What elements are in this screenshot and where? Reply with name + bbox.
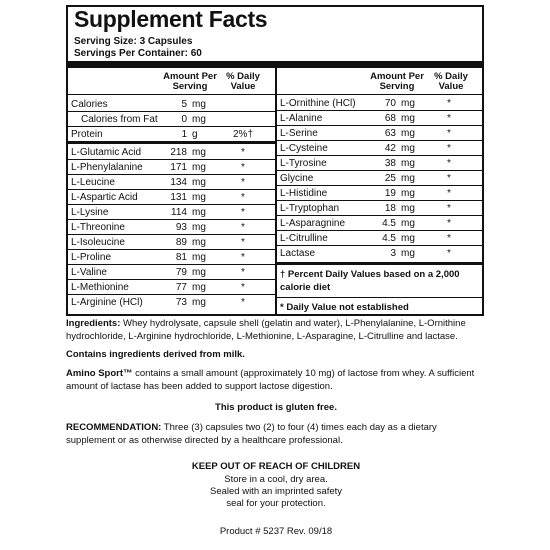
row-rule [68,294,275,295]
nutrient-name: L-Asparagnine [280,218,346,229]
recommendation-text: Three (3) capsules two (2) to four (4) times each day as a dietary supplement or as otherwise directed by a healthcare professional. [66,422,437,446]
nutrient-name: L-Proline [71,252,112,263]
nutrient-unit: mg [401,233,415,244]
nutrient-daily-value: * [241,237,245,248]
nutrient-unit: mg [192,237,206,248]
nutrient-name: L-Glutamic Acid [71,147,142,158]
nutrient-name: L-Valine [71,267,107,278]
amount-header: Amount Per Serving [370,71,424,92]
nutrient-row [277,186,482,201]
nutrient-name: L-Cysteine [280,143,328,154]
nutrient-row [68,220,275,235]
nutrient-amount: 70 [384,98,396,109]
nutrient-amount: 93 [175,222,187,233]
nutrient-row [277,96,482,111]
nutrient-daily-value: * [241,282,245,293]
row-rule [68,234,275,235]
nutrient-row [68,175,275,190]
nutrient-daily-value: * [241,162,245,173]
amino-text: contains a small amount (approximately 10 mg) of lactose from whey. A sufficient amount of lactase has been added to support lactose digestion. [66,368,475,392]
nutrient-daily-value: * [241,192,245,203]
product-number: Product # 5237 Rev. 09/18 [219,526,333,537]
dv-not-established-footnote: * Daily Value not established [280,302,409,313]
storage-line: Store in a cool, dry area. [224,474,328,485]
nutrient-row [68,250,275,265]
thick-divider-rule [68,141,275,144]
nutrient-row [68,205,275,220]
nutrient-row [277,156,482,171]
row-rule [277,185,482,186]
nutrient-name: L-Lysine [71,207,109,218]
nutrient-unit: mg [192,222,206,233]
thick-divider-rule [277,262,482,265]
ingredients-label: Ingredients: [66,318,121,329]
nutrient-amount: 42 [384,143,396,154]
header-rule [68,94,275,95]
row-rule [277,155,482,156]
nutrient-name: L-Isoleucine [71,237,125,248]
nutrient-name: Calories from Fat [81,114,158,125]
row-rule [68,264,275,265]
nutrient-daily-value: * [447,218,451,229]
nutrient-unit: mg [401,173,415,184]
nutrient-row [68,265,275,280]
nutrient-row [277,111,482,126]
row-rule [277,200,482,201]
nutrient-amount: 38 [384,158,396,169]
nutrient-daily-value: * [241,252,245,263]
nutrient-unit: mg [401,143,415,154]
supplement-facts-panel [66,5,484,316]
nutrient-name: Calories [71,99,108,110]
nutrient-unit: mg [401,158,415,169]
nutrient-amount: 4.5 [382,233,396,244]
nutrient-daily-value: * [241,207,245,218]
nutrient-name: L-Arginine (HCl) [71,297,143,308]
nutrient-amount: 171 [170,162,187,173]
nutrient-amount: 18 [384,203,396,214]
nutrient-row [68,160,275,175]
nutrient-unit: mg [192,267,206,278]
daily-value-header: % Daily Value [226,71,260,92]
nutrient-amount: 134 [170,177,187,188]
nutrient-amount: 3 [390,248,396,259]
nutrient-name: L-Citrulline [280,233,328,244]
nutrient-name: L-Threonine [71,222,125,233]
nutrient-amount: 73 [175,297,187,308]
nutrient-row [68,235,275,250]
nutrient-daily-value: * [241,147,245,158]
nutrient-amount: 114 [171,207,187,218]
nutrient-unit: mg [401,113,415,124]
nutrient-amount: 19 [384,188,396,199]
nutrient-name: L-Phenylalanine [71,162,143,173]
percent-dv-footnote: † Percent Daily Values based on a 2,000 calorie diet [280,269,460,293]
nutrient-name: L-Leucine [71,177,115,188]
nutrient-row [68,145,275,160]
daily-value-header: % Daily Value [434,71,468,92]
nutrient-unit: mg [192,114,206,125]
nutrient-unit: mg [192,192,206,203]
nutrient-amount: 25 [384,173,396,184]
nutrient-daily-value: * [447,113,451,124]
row-rule [68,126,275,127]
nutrient-unit: mg [401,203,415,214]
nutrient-unit: mg [192,99,206,110]
nutrient-row [68,280,275,295]
row-rule [277,125,482,126]
panel-title: Supplement Facts [74,6,268,32]
recommendation-label: RECOMMENDATION: [66,422,162,433]
storage-line: Sealed with an imprinted safety [209,486,343,497]
nutrient-daily-value: * [241,177,245,188]
nutrient-name: L-Ornithine (HCl) [280,98,356,109]
nutrient-amount: 4.5 [382,218,396,229]
ingredients-text: Whey hydrolysate, capsule shell (gelatin and water), L-Phenylalanine, L-Ornithine hydrochloride, L-Arginine hydrochloride, L-Methionine, L-Asparagine, L-Citrulline and lactase. [66,318,466,342]
row-rule [68,249,275,250]
nutrient-daily-value: * [447,233,451,244]
nutrient-daily-value: * [447,158,451,169]
nutrient-amount: 5 [181,99,187,110]
nutrient-row [277,201,482,216]
gluten-statement: This product is gluten free. [215,402,337,413]
nutrient-name: L-Alanine [280,113,323,124]
product-name: Amino Sport™ [66,368,133,379]
nutrient-unit: mg [192,162,206,173]
nutrient-name: L-Histidine [280,188,328,199]
nutrient-daily-value: * [447,203,451,214]
nutrient-unit: mg [192,297,206,308]
nutrient-daily-value: * [447,128,451,139]
nutrient-name: Lactase [280,248,316,259]
milk-statement: Contains ingredients derived from milk. [66,349,245,360]
nutrient-amount: 1 [181,129,187,140]
row-rule [68,204,275,205]
nutrient-daily-value: * [241,267,245,278]
nutrient-amount: 131 [170,192,187,203]
nutrient-unit: mg [192,282,206,293]
nutrient-name: L-Methionine [71,282,129,293]
nutrient-unit: mg [401,188,415,199]
row-rule [277,140,482,141]
row-rule [277,297,482,298]
nutrient-name: Protein [71,129,103,140]
thick-rule [68,61,482,68]
nutrient-row [68,190,275,205]
row-rule [277,170,482,171]
servings-per-container: Servings Per Container: 60 [74,48,202,59]
warning-statement: KEEP OUT OF REACH OF CHILDREN [191,461,361,472]
amino-paragraph [66,368,486,393]
nutrient-amount: 77 [175,282,187,293]
row-rule [277,245,482,246]
nutrient-daily-value: * [447,188,451,199]
serving-size: Serving Size: 3 Capsules [74,36,193,47]
row-rule [277,110,482,111]
nutrient-amount: 81 [175,252,187,263]
nutrient-row [277,171,482,186]
nutrient-unit: g [192,129,198,140]
nutrient-row [68,295,275,310]
nutrient-amount: 218 [170,147,187,158]
nutrient-amount: 89 [175,237,187,248]
row-rule [68,279,275,280]
nutrient-name: L-Tyrosine [280,158,327,169]
recommendation-paragraph [66,422,486,447]
row-rule [277,230,482,231]
row-rule [68,159,275,160]
nutrient-daily-value: * [241,297,245,308]
row-rule [68,174,275,175]
nutrient-row [277,246,482,261]
row-rule [68,111,275,112]
nutrient-unit: mg [401,128,415,139]
nutrient-daily-value: * [447,248,451,259]
nutrient-unit: mg [192,252,206,263]
nutrient-unit: mg [192,207,206,218]
nutrient-name: L-Aspartic Acid [71,192,138,203]
nutrient-amount: 63 [384,128,396,139]
nutrient-row [68,112,275,127]
storage-line: seal for your protection. [226,498,326,509]
nutrient-row [277,216,482,231]
row-rule [68,219,275,220]
nutrient-row [68,97,275,112]
nutrient-row [277,231,482,246]
nutrient-row [277,126,482,141]
row-rule [277,215,482,216]
row-rule [68,189,275,190]
nutrient-unit: mg [401,218,415,229]
nutrient-unit: mg [401,98,415,109]
nutrient-unit: mg [401,248,415,259]
amount-header: Amount Per Serving [163,71,217,92]
nutrient-amount: 0 [181,114,187,125]
nutrient-amount: 79 [175,267,187,278]
nutrient-name: Glycine [280,173,314,184]
nutrient-row [277,141,482,156]
nutrient-name: L-Tryptophan [280,203,340,214]
nutrient-daily-value: 2%† [232,129,253,140]
nutrient-daily-value: * [447,98,451,109]
nutrient-daily-value: * [447,173,451,184]
nutrient-amount: 68 [384,113,396,124]
header-rule [277,94,482,95]
nutrient-unit: mg [192,177,206,188]
ingredients-paragraph [66,318,486,343]
nutrient-name: L-Serine [280,128,318,139]
nutrient-row [68,127,275,142]
nutrient-daily-value: * [447,143,451,154]
nutrient-unit: mg [192,147,206,158]
nutrient-daily-value: * [241,222,245,233]
